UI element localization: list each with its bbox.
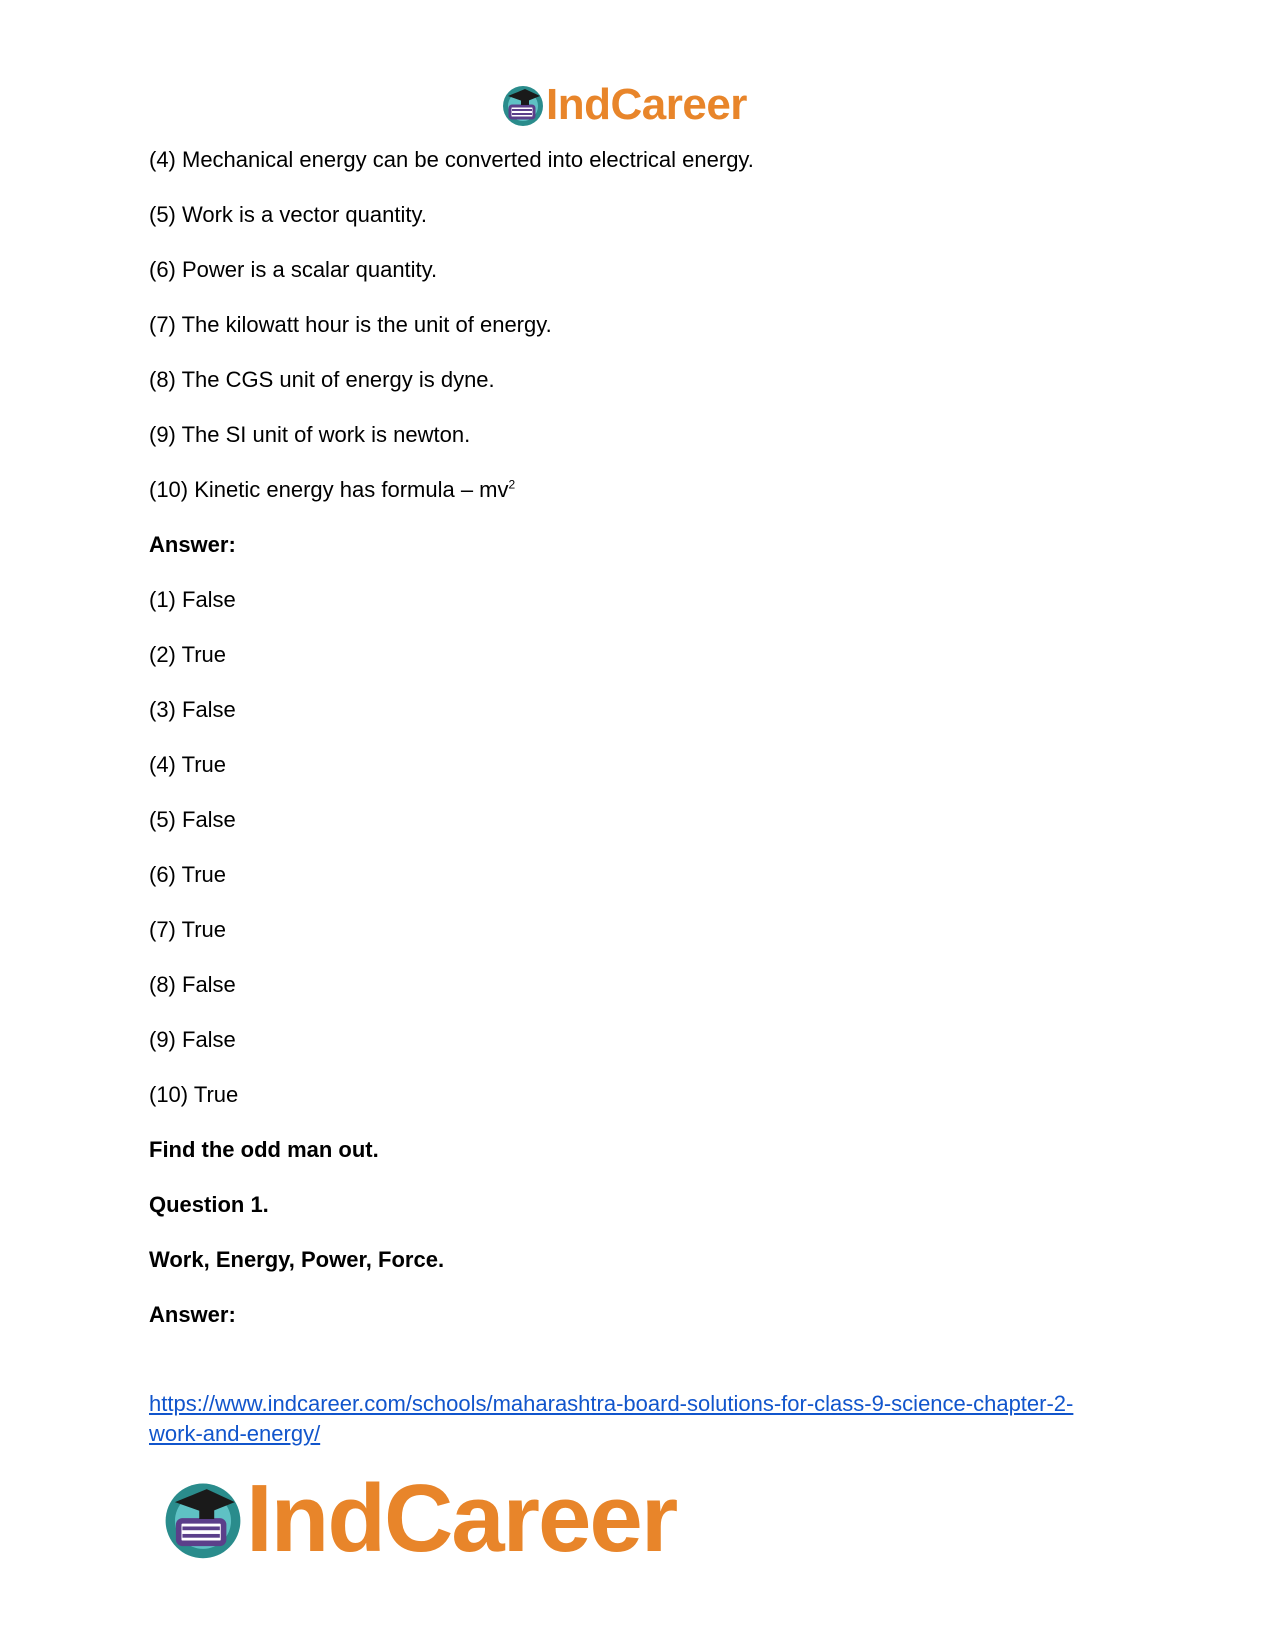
- graduation-book-icon: [160, 1476, 246, 1562]
- statement-10: [149, 476, 1149, 504]
- answer-heading-2: Answer:: [149, 1302, 236, 1327]
- statement-10-text: (10) Kinetic energy has formula – mv: [149, 477, 509, 502]
- answer-item: (1) False: [149, 587, 236, 612]
- answer-item: (5) False: [149, 807, 236, 832]
- question-text: Work, Energy, Power, Force.: [149, 1247, 445, 1272]
- answer-item: (6) True: [149, 862, 227, 887]
- source-link[interactable]: [149, 1389, 1149, 1449]
- answer-item: (10) True: [149, 1082, 239, 1107]
- answer-item: (2) True: [149, 642, 227, 667]
- header-logo: [500, 80, 747, 130]
- answer-item: (3) False: [149, 697, 236, 722]
- brand-wordmark: IndCareer: [546, 80, 747, 129]
- section-heading: Find the odd man out.: [149, 1137, 379, 1162]
- statement-5: (5) Work is a vector quantity.: [149, 202, 427, 227]
- footer-logo: [160, 1464, 676, 1574]
- statement-4: (4) Mechanical energy can be converted into electrical energy.: [149, 147, 754, 172]
- superscript: 2: [508, 477, 516, 492]
- statement-9: (9) The SI unit of work is newton.: [149, 422, 471, 447]
- source-link-line-2[interactable]: work-and-energy/: [149, 1421, 321, 1446]
- answer-item: (4) True: [149, 752, 227, 777]
- graduation-book-icon: [500, 82, 546, 128]
- answer-item: (9) False: [149, 1027, 236, 1052]
- answer-heading: Answer:: [149, 532, 236, 557]
- statement-7: (7) The kilowatt hour is the unit of energy.: [149, 312, 552, 337]
- statement-8: (8) The CGS unit of energy is dyne.: [149, 367, 495, 392]
- source-link-line-1[interactable]: https://www.indcareer.com/schools/maharashtra-board-solutions-for-class-9-science-chapter-2-: [149, 1391, 1074, 1416]
- document-body: [149, 146, 1149, 1356]
- question-label: Question 1.: [149, 1192, 269, 1217]
- statement-6: (6) Power is a scalar quantity.: [149, 257, 438, 282]
- answer-item: (8) False: [149, 972, 236, 997]
- brand-wordmark: IndCareer: [246, 1465, 677, 1572]
- answer-item: (7) True: [149, 917, 227, 942]
